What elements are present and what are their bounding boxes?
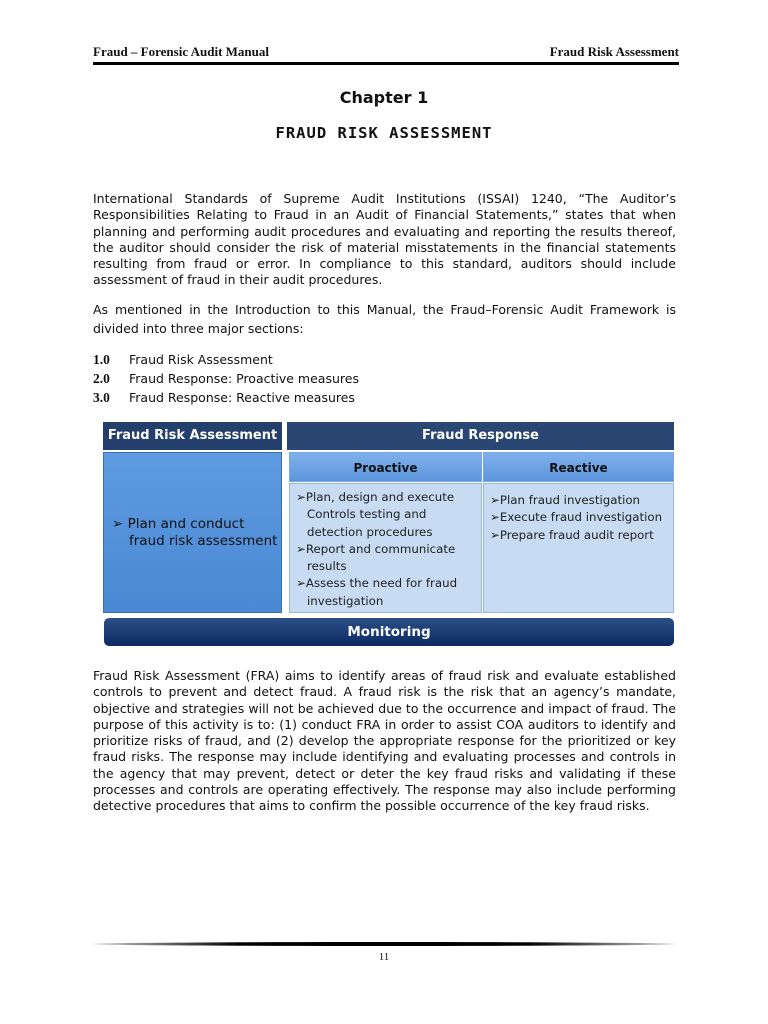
list-item xyxy=(93,369,593,388)
list-item xyxy=(93,350,593,369)
chapter-label: Chapter 1 xyxy=(339,88,429,107)
header-section-title: Fraud Risk Assessment xyxy=(549,44,679,59)
proactive-list xyxy=(296,489,481,610)
framework-paragraph: As mentioned in the Introduction to this Manual, the Fraud–Forensic Audit Framework is divided into three major sections: xyxy=(93,302,676,336)
monitoring-bar: Monitoring xyxy=(104,618,674,646)
list-item xyxy=(93,388,593,407)
proactive-item: ➢Assess the need for fraud investigation xyxy=(296,576,458,608)
running-header xyxy=(93,44,679,60)
proactive-item: ➢Report and communicate results xyxy=(296,541,456,574)
reactive-item: ➢Plan fraud investigation xyxy=(490,493,641,507)
list-item-label: Fraud Response: Reactive measures xyxy=(129,390,355,405)
list-item-number: 3.0 xyxy=(93,390,110,405)
fra-text-line1: ➢ Plan and conduct xyxy=(112,516,245,532)
reactive-list xyxy=(490,492,662,544)
header-divider xyxy=(93,62,679,65)
header-manual-title: Fraud – Forensic Audit Manual xyxy=(93,44,270,59)
list-item-number: 1.0 xyxy=(93,352,110,367)
proactive-item: ➢Plan, design and execute Controls testing and detection procedures xyxy=(296,490,455,539)
reactive-header-box: Reactive xyxy=(483,452,674,482)
page-number: 11 xyxy=(378,951,390,963)
reactive-body-box xyxy=(483,483,674,613)
page-title: FRAUD RISK ASSESSMENT xyxy=(275,124,493,142)
fra-text-line2: fraud risk assessment xyxy=(129,533,278,549)
fraud-response-header-box: Fraud Response xyxy=(287,422,674,450)
reactive-item: ➢Prepare fraud audit report xyxy=(490,527,654,542)
intro-paragraph: International Standards of Supreme Audit Institutions (ISSAI) 1240, “The Auditor’s Responsibilities Relating to Fraud in an Audit of Financial Statements,” states that when planning and performing audit procedures and evaluating and reporting the results thereof, the auditor should consider the risk of material misstatements in the financial statements resulting from fraud or error. In compliance to this standard, auditors should include assessment of fraud in their audit procedures. xyxy=(93,191,676,288)
proactive-body-box xyxy=(289,483,482,613)
fra-paragraph: Fraud Risk Assessment (FRA) aims to identify areas of fraud risk and evaluate established controls to prevent and detect fraud. A fraud risk is the risk that an agency’s mandate, objective and strategies will not be achieved due to the occurrence and impact of fraud. The purpose of this activity is to: (1) conduct FRA in order to assist COA auditors to identify and prioritize risks of fraud, and (2) develop the appropriate response for the prioritized or key fraud risks. The response may include identifying and evaluating processes and controls in the agency that may prevent, detect or deter the key fraud risks and validating if these processes and controls are operating effectively. The response may also include performing detective procedures that aims to confirm the possible occurrence of the key fraud risks. xyxy=(93,668,676,814)
proactive-header-box: Proactive xyxy=(289,452,482,482)
list-item-label: Fraud Response: Proactive measures xyxy=(129,371,359,386)
fra-body-text xyxy=(112,516,282,550)
sections-list xyxy=(93,350,593,407)
framework-diagram xyxy=(103,422,674,648)
reactive-item: ➢Execute fraud investigation xyxy=(490,510,663,525)
list-item-label: Fraud Risk Assessment xyxy=(129,352,273,367)
footer-divider xyxy=(93,942,675,946)
fra-body-box xyxy=(103,452,282,613)
list-item-number: 2.0 xyxy=(93,371,110,386)
fra-header-box: Fraud Risk Assessment xyxy=(103,422,282,450)
